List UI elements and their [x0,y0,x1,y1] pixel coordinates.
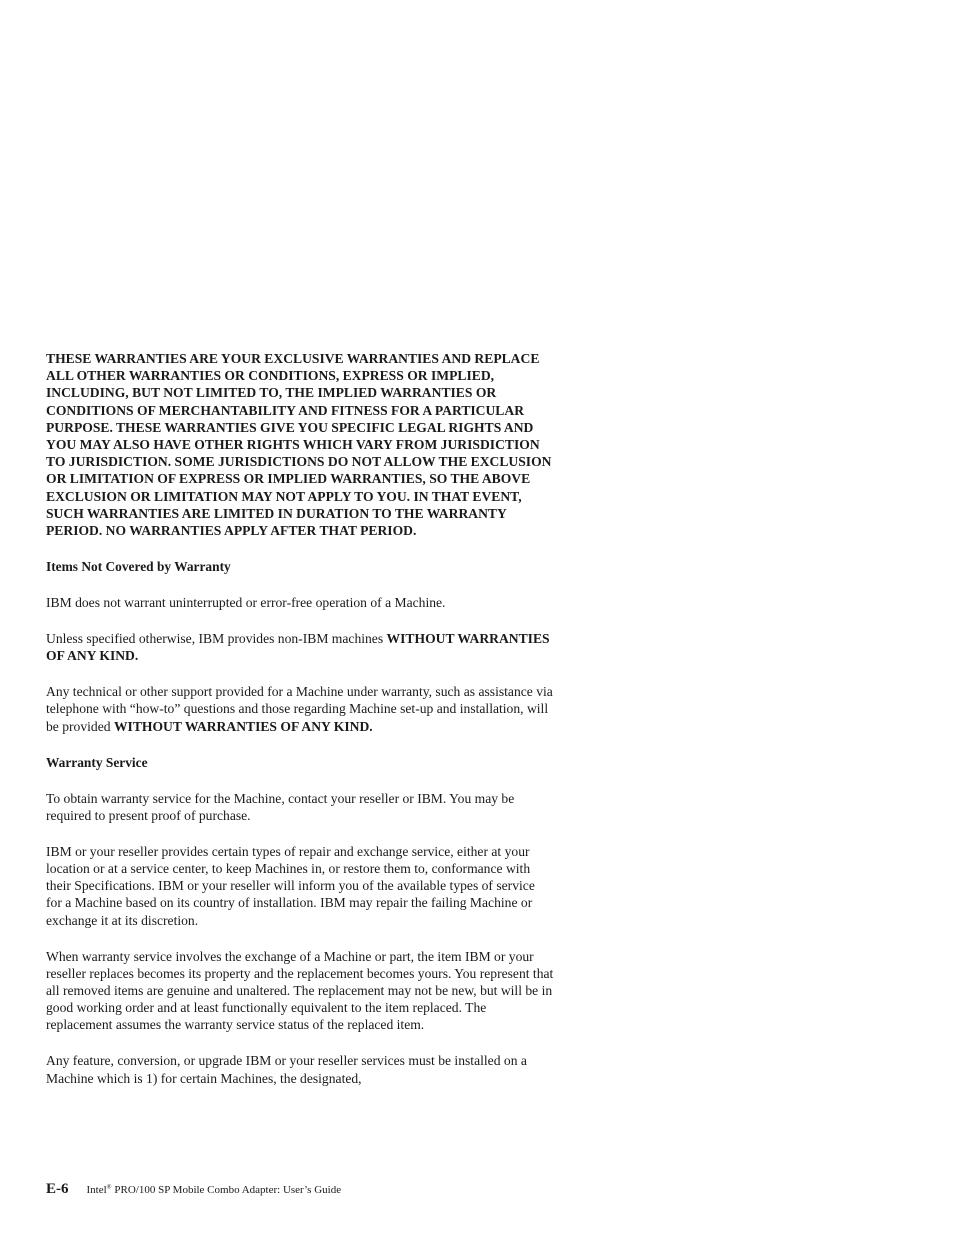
paragraph-technical-support [46,683,554,735]
paragraph-non-ibm-machines [46,630,554,664]
paragraph-exchange: When warranty service involves the exchange of a Machine or part, the item IBM or your reseller replaces becomes its property and the replacement becomes yours. You represent that all removed items are genuine and unaltered. The replacement may not be new, but will be in good working order and at least functionally equivalent to the item replaced. The replacement assumes the warranty service status of the replaced item. [46,948,554,1033]
footer-brand: Intel [86,1184,107,1196]
warranty-disclaimer: THESE WARRANTIES ARE YOUR EXCLUSIVE WARRANTIES AND REPLACE ALL OTHER WARRANTIES OR CONDITIONS, EXPRESS OR IMPLIED, INCLUDING, BUT NOT LIMITED TO, THE IMPLIED WARRANTIES OR CONDITIONS OF MERCHANTABILITY AND FITNESS FOR A PARTICULAR PURPOSE. THESE WARRANTIES GIVE YOU SPECIFIC LEGAL RIGHTS AND YOU MAY ALSO HAVE OTHER RIGHTS WHICH VARY FROM JURISDICTION TO JURISDICTION. SOME JURISDICTIONS DO NOT ALLOW THE EXCLUSION OR LIMITATION OF EXPRESS OR IMPLIED WARRANTIES, SO THE ABOVE EXCLUSION OR LIMITATION MAY NOT APPLY TO YOU. IN THAT EVENT, SUCH WARRANTIES ARE LIMITED IN DURATION TO THE WARRANTY PERIOD. NO WARRANTIES APPLY AFTER THAT PERIOD. [46,351,552,539]
paragraph-uninterrupted-operation: IBM does not warrant uninterrupted or error-free operation of a Machine. [46,595,446,611]
registered-trademark-mark: ® [106,1183,112,1191]
paragraph-text: Any technical or other support provided for a Machine under warranty, such as assistance via telephone with “how-to” questions and those regarding Machine set-up and installation, will be provided [46,684,553,734]
section-heading-warranty-service: Warranty Service [46,754,148,770]
page-footer [46,1180,341,1198]
paragraph-obtain-service: To obtain warranty service for the Machine, contact your reseller or IBM. You may be required to present proof of purchase. [46,790,515,823]
document-body [46,350,554,1106]
page-number: E-6 [46,1181,69,1197]
section-heading-items-not-covered: Items Not Covered by Warranty [46,559,231,575]
paragraph-text: Unless specified otherwise, IBM provides non-IBM machines [46,631,387,647]
paragraph-emphasis: WITHOUT WARRANTIES OF ANY KIND. [113,718,373,734]
footer-document-title [87,1184,342,1196]
paragraph-feature-upgrade: Any feature, conversion, or upgrade IBM or your reseller services must be installed on a Machine which is 1) for certain Machines, the designated, [46,1053,527,1086]
paragraph-emphasis: WITHOUT WARRANTIES OF ANY KIND. [46,631,550,664]
paragraph-service-types: IBM or your reseller provides certain types of repair and exchange service, either at your location or at a service center, to keep Machines in, or restore them to, conformance with their Specifications. IBM or your reseller will inform you of the available types of service for a Machine based on its country of installation. IBM may repair the failing Machine or exchange it at its discretion. [46,843,535,928]
footer-title-text: PRO/100 SP Mobile Combo Adapter: User’s Guide [111,1184,342,1196]
